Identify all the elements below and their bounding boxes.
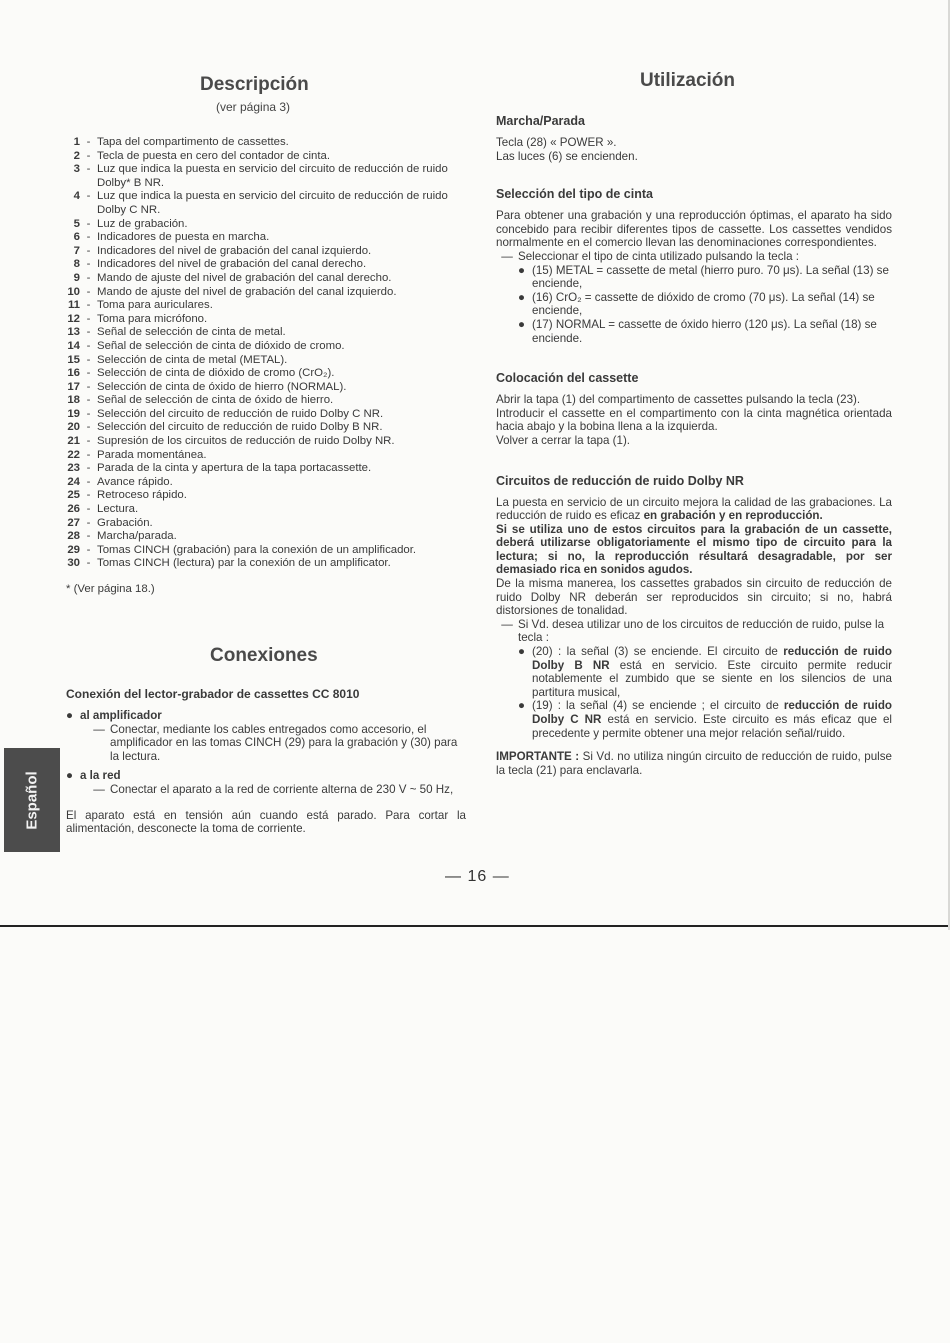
circuitos-heading: Circuitos de reducción de ruido Dolby NR bbox=[496, 473, 744, 488]
part-item bbox=[66, 381, 466, 395]
part-dash: - bbox=[86, 271, 91, 284]
page-bottom-rule bbox=[0, 925, 950, 927]
circuitos-bullet-2 bbox=[532, 699, 892, 740]
part-item bbox=[66, 503, 466, 517]
importante-label: IMPORTANTE : bbox=[496, 750, 580, 764]
conexiones-title: Conexiones bbox=[210, 645, 318, 666]
part-text: Supresión de los circuitos de reducción de ruido Dolby NR. bbox=[97, 435, 395, 448]
part-dash: - bbox=[86, 285, 91, 298]
part-item bbox=[66, 190, 466, 217]
utilizacion-title: Utilización bbox=[640, 70, 736, 91]
bullet-icon: ● bbox=[518, 317, 526, 331]
circuitos-b2-rest: está en servicio. Este circuito es más eficaz que el precedente y permite obtener una mejor relación señal/ruido. bbox=[532, 713, 893, 740]
part-text: Tomas CINCH (lectura) par la conexión de un amplificator. bbox=[97, 557, 391, 570]
part-item bbox=[66, 517, 466, 531]
bullet-icon: ● bbox=[66, 709, 74, 722]
part-text: Señal de selección de cinta de metal. bbox=[97, 326, 286, 339]
circuitos-p2: De la misma manerea, los cassettes grabados sin circuito de reducción de ruido Dolby NR deberán ser reproducidos sin circuito; si no, habrá distorsiones de tonalidad. bbox=[496, 577, 892, 618]
part-number: 23 bbox=[67, 462, 80, 475]
conexion-heading: Conexión del lector-grabador de cassettes CC 8010 bbox=[66, 687, 360, 701]
circuitos-dash: Si Vd. desea utilizar uno de los circuitos de reducción de ruido, pulse la tecla : bbox=[518, 617, 885, 645]
part-dash: - bbox=[86, 380, 91, 393]
part-text: Selección de cinta de dióxido de cromo (CrO₂). bbox=[97, 367, 335, 380]
tension-paragraph: El aparato está en tensión aún cuando está parado. Para cortar la alimentación, desconecte la toma de corriente. bbox=[66, 808, 466, 836]
parts-list bbox=[66, 136, 466, 571]
part-item bbox=[66, 530, 466, 544]
part-text: Selección del circuito de reducción de ruido Dolby B NR. bbox=[97, 421, 383, 434]
bullet-icon: ● bbox=[518, 699, 526, 713]
part-item bbox=[66, 544, 466, 558]
circuitos-warning: Si se utiliza uno de estos circuitos para la grabación de un cassette, deberá utilizarse obligatoriamente el mismo tipo de circuito para la lectura; si no, la reproducción résultará desagradable, por ser demasiado rica en sonidos agudos. bbox=[496, 522, 892, 577]
part-item bbox=[66, 354, 466, 368]
part-number: 6 bbox=[73, 231, 80, 244]
part-item bbox=[66, 286, 466, 300]
part-text: Indicadores de puesta en marcha. bbox=[97, 231, 270, 244]
part-text: Luz que indica la puesta en servicio del circuito de reducción de ruido Dolby* B NR. bbox=[97, 163, 448, 189]
part-item bbox=[66, 435, 466, 449]
part-number: 21 bbox=[67, 435, 80, 448]
part-number: 15 bbox=[67, 353, 80, 366]
bullet-icon: ● bbox=[518, 263, 526, 277]
part-item bbox=[66, 218, 466, 232]
part-item bbox=[66, 462, 466, 476]
part-number: 29 bbox=[67, 543, 80, 556]
seleccion-bullet-1: (15) METAL = cassette de metal (hierro puro. 70 μs). La señal (13) se enciende, bbox=[532, 263, 889, 291]
circuitos-p1-text: La puesta en servicio de un circuito mejora la calidad de las grabaciones. La reducción de ruido es eficaz bbox=[496, 495, 892, 523]
part-text: Luz que indica la puesta en servicio del circuito de reducción de ruido Dolby C NR. bbox=[97, 190, 448, 216]
part-dash: - bbox=[86, 339, 91, 352]
part-text: Indicadores del nivel de grabación del canal derecho. bbox=[97, 258, 367, 271]
part-text: Parada de la cinta y apertura de la tapa portacassette. bbox=[97, 462, 372, 475]
part-text: Grabación. bbox=[97, 516, 153, 529]
part-item bbox=[66, 340, 466, 354]
part-dash: - bbox=[86, 217, 91, 230]
part-number: 9 bbox=[73, 271, 80, 284]
colocacion-p1: Abrir la tapa (1) del compartimento de cassettes pulsando la tecla (23). bbox=[496, 393, 861, 407]
part-number: 19 bbox=[67, 407, 80, 420]
part-number: 18 bbox=[67, 394, 80, 407]
part-item bbox=[66, 150, 466, 164]
part-number: 12 bbox=[67, 312, 80, 325]
part-text: Toma para auriculares. bbox=[97, 299, 213, 312]
part-item bbox=[66, 449, 466, 463]
seleccion-paragraph: Para obtener una grabación y una reproducción óptimas, el aparato ha sido concebido para recibir diferentes tipos de cassette. Los cassettes vendidos normalmente en el comercio llevan las denominaciones correspondientes. bbox=[496, 209, 892, 250]
circuitos-bullet-1 bbox=[532, 645, 892, 699]
part-item bbox=[66, 313, 466, 327]
part-dash: - bbox=[86, 394, 91, 407]
part-text: Tecla de puesta en cero del contador de cinta. bbox=[97, 149, 331, 162]
circuitos-b1-text: (20) : la señal (3) se enciende. El circuito de bbox=[532, 645, 778, 659]
part-text: Avance rápido. bbox=[97, 475, 173, 488]
part-item bbox=[66, 245, 466, 259]
part-number: 5 bbox=[73, 217, 80, 230]
part-text: Marcha/parada. bbox=[97, 530, 177, 543]
seleccion-dash: Seleccionar el tipo de cinta utilizado pulsando la tecla : bbox=[518, 249, 800, 263]
part-dash: - bbox=[86, 136, 91, 148]
part-dash: - bbox=[86, 421, 91, 434]
part-item bbox=[66, 231, 466, 245]
part-number: 26 bbox=[67, 503, 80, 516]
seleccion-bullet-3: (17) NORMAL = cassette de óxido hierro (120 μs). La señal (18) se enciende. bbox=[532, 317, 877, 345]
part-dash: - bbox=[86, 435, 91, 448]
part-item bbox=[66, 408, 466, 422]
part-text: Señal de selección de cinta de dióxido de cromo. bbox=[97, 339, 345, 352]
part-dash: - bbox=[86, 503, 91, 516]
marcha-line-1: Tecla (28) « POWER ». bbox=[496, 136, 617, 149]
part-item bbox=[66, 394, 466, 408]
part-number: 1 bbox=[73, 136, 80, 148]
part-dash: - bbox=[86, 231, 91, 244]
importante-text: Si Vd. no utiliza ningún circuito de reducción de ruido, pulse la tecla (21) para enclavarla. bbox=[496, 750, 892, 777]
amp-text: Conectar, mediante los cables entregados como accesorio, el amplificador en las tomas CINCH (29) para la grabación y (30) para la lectura. bbox=[110, 722, 458, 763]
circuitos-b1-rest: está en servicio. Este circuito permite reducir notablemente el zumbido que se siente en los silencios de una partitura musical, bbox=[532, 658, 892, 699]
part-dash: - bbox=[86, 326, 91, 339]
part-item bbox=[66, 163, 466, 190]
part-dash: - bbox=[86, 462, 91, 475]
part-text: Selección del circuito de reducción de ruido Dolby C NR. bbox=[97, 407, 384, 420]
circuitos-b1-bold: reducción de ruido Dolby B NR bbox=[532, 645, 892, 672]
part-number: 22 bbox=[67, 448, 80, 461]
right-column: Utilización Marcha/Parada Tecla (28) « POWER ». Las luces (6) se encienden. Selección del tipo de cinta Para obtener una grabación y una reproducción óptimas, el aparato ha sido concebido para recibir diferentes tipos de cassette. Los cassettes vendidos normalmente en el comercio llevan las denominaciones correspondientes. — Seleccionar el tipo de cinta utilizado pulsando la tecla : ● (15) METAL = cassette de metal (hierro puro. 70 μs). La señal (13) se enciende, ● (16) CrO₂ = cassette de dióxido de cromo (70 μs). La señal (14) se enciende, ● (17) NORMAL = cassette de óxido hierro (120 μs). La señal (18) se enciende. Colocación del cassette Abrir la tapa (1) del compartimento de cassettes pulsando la tecla (23). Introducir el cassette en el compartimento con la cinta magnética orientada hacia abajo y la bobina llena a la izquierda. Volver a cerrar la tapa (1). Circuitos de reducción de ruido Dolby NR La puesta en servicio de un circuito mejora la calidad de las grabaciones. La reducción de ruido es eficaz en grabación y en reproducción. Si se utiliza uno de estos circuitos para la grabación de un cassette, deberá utilizarse obligatoriamente el mismo tipo de circuito para la lectura; si no, la reproducción résultará desagradable, por ser demasiado rica en sonidos agudos. De la misma manerea, los cassettes grabados sin circuito de reducción de ruido Dolby NR deberán ser reproducidos sin circuito; si no, habrá distorsiones de tonalidad. — Si Vd. desea utilizar uno de los circuitos de reducción de ruido, pulse la tecla : ● (20) : la señal (3) se enciende. El circuito de reducción de ruido Dolby B NR está en servicio. Este circuito permite reducir notablemente el zumbido que se siente en los silencios de una partitura musical, ● (19) : la señal (4) se enciende ; el circuito de reducción de ruido Dolby C NR está en servicio. Este circuito es más eficaz que el precedente y permite obtener una mejor relación señal/ruido. IMPORTANTE : Si Vd. no utiliza ningún circuito de reducción de ruido, pulse la tecla (21) para enclavarla. bbox=[496, 70, 893, 777]
part-text: Parada momentánea. bbox=[97, 448, 207, 461]
language-side-tab bbox=[4, 748, 60, 852]
red-section: ● a la red — Conectar el aparato a la red de corriente alterna de 230 V ~ 50 Hz, bbox=[66, 769, 466, 796]
marcha-heading: Marcha/Parada bbox=[496, 114, 585, 128]
part-text: Retroceso rápido. bbox=[97, 489, 187, 502]
part-number: 8 bbox=[73, 258, 80, 271]
part-dash: - bbox=[86, 530, 91, 543]
bullet-icon: ● bbox=[66, 769, 74, 783]
part-text: Señal de selección de cinta de óxido de hierro. bbox=[97, 394, 334, 407]
amp-label: al amplificador bbox=[80, 709, 162, 722]
part-dash: - bbox=[86, 475, 91, 488]
part-number: 27 bbox=[67, 516, 80, 529]
part-item bbox=[66, 557, 466, 571]
part-item bbox=[66, 421, 466, 435]
part-item bbox=[66, 367, 466, 381]
part-text: Selección de cinta de óxido de hierro (NORMAL). bbox=[97, 380, 347, 393]
bullet-icon: ● bbox=[518, 645, 526, 659]
seleccion-heading: Selección del tipo de cinta bbox=[496, 187, 653, 202]
part-text: Tapa del compartimento de cassettes. bbox=[97, 136, 289, 148]
part-text: Lectura. bbox=[97, 503, 139, 516]
part-number: 30 bbox=[67, 557, 80, 570]
part-item bbox=[66, 272, 466, 286]
part-number: 13 bbox=[67, 326, 80, 339]
part-text: Tomas CINCH (grabación) para la conexión de un amplificador. bbox=[97, 543, 417, 556]
circuitos-b2-text: (19) : la señal (4) se enciende ; el circuito de bbox=[532, 699, 779, 713]
part-dash: - bbox=[86, 516, 91, 529]
circuitos-p1-bold: en grabación y en reproducción. bbox=[643, 509, 823, 523]
part-dash: - bbox=[86, 149, 91, 162]
circuitos-p1 bbox=[496, 496, 892, 523]
marcha-line-2: Las luces (6) se encienden. bbox=[496, 149, 638, 163]
part-dash: - bbox=[86, 258, 91, 271]
part-number: 10 bbox=[67, 285, 80, 298]
part-number: 24 bbox=[67, 475, 80, 488]
part-dash: - bbox=[86, 244, 91, 257]
part-item bbox=[66, 489, 466, 503]
part-dash: - bbox=[86, 448, 91, 461]
part-dash: - bbox=[86, 299, 91, 312]
part-number: 11 bbox=[67, 299, 80, 312]
side-tab-label: Español bbox=[23, 770, 41, 830]
part-number: 4 bbox=[73, 190, 80, 203]
colocacion-heading: Colocación del cassette bbox=[496, 371, 639, 386]
part-dash: - bbox=[86, 543, 91, 556]
part-number: 7 bbox=[73, 244, 80, 257]
part-dash: - bbox=[86, 353, 91, 366]
part-number: 25 bbox=[67, 489, 80, 502]
part-dash: - bbox=[86, 367, 91, 380]
part-number: 17 bbox=[67, 380, 80, 393]
seleccion-bullet-2: (16) CrO₂ = cassette de dióxido de cromo (70 μs). La señal (14) se enciende, bbox=[532, 290, 875, 318]
part-item bbox=[66, 326, 466, 340]
red-text: Conectar el aparato a la red de corriente alterna de 230 V ~ 50 Hz, bbox=[110, 782, 454, 796]
red-label: a la red bbox=[80, 769, 121, 783]
descripcion-subtitle: (ver página 3) bbox=[216, 100, 291, 114]
amp-section: ● al amplificador — Conectar, mediante los cables entregados como accesorio, el amplificador en las tomas CINCH (29) para la grabación y (30) para la lectura. bbox=[66, 709, 466, 763]
part-text: Toma para micrófono. bbox=[97, 312, 208, 325]
part-number: 14 bbox=[67, 339, 80, 352]
part-item bbox=[66, 136, 466, 150]
importante-paragraph bbox=[496, 750, 892, 777]
part-number: 16 bbox=[67, 367, 80, 380]
footnote: * (Ver página 18.) bbox=[66, 583, 155, 595]
part-item bbox=[66, 299, 466, 313]
page-number: — 16 — bbox=[445, 868, 510, 885]
descripcion-title: Descripción bbox=[200, 74, 309, 95]
bullet-icon: ● bbox=[518, 290, 526, 304]
part-number: 20 bbox=[67, 421, 80, 434]
part-text: Luz de grabación. bbox=[97, 217, 188, 230]
circuitos-b2-bold: reducción de ruido Dolby C NR bbox=[532, 699, 892, 726]
part-dash: - bbox=[86, 557, 91, 570]
part-text: Mando de ajuste del nivel de grabación del canal derecho. bbox=[97, 271, 392, 284]
part-number: 2 bbox=[73, 149, 80, 162]
left-column bbox=[66, 74, 466, 836]
part-number: 28 bbox=[67, 530, 80, 543]
part-text: Indicadores del nivel de grabación del canal izquierdo. bbox=[97, 244, 372, 257]
part-dash: - bbox=[86, 407, 91, 420]
part-item bbox=[66, 258, 466, 272]
part-text: Selección de cinta de metal (METAL). bbox=[97, 353, 288, 366]
part-dash: - bbox=[86, 312, 91, 325]
part-dash: - bbox=[86, 163, 91, 176]
part-text: Mando de ajuste del nivel de grabación del canal izquierdo. bbox=[97, 285, 397, 298]
part-dash: - bbox=[86, 489, 91, 502]
colocacion-p3: Volver a cerrar la tapa (1). bbox=[496, 433, 631, 447]
part-number: 3 bbox=[73, 163, 80, 176]
colocacion-p2: Introducir el cassette en el compartimento con la cinta magnética orientada hacia abajo y la bobina llena a la izquierda. bbox=[496, 406, 892, 434]
part-item bbox=[66, 476, 466, 490]
part-dash: - bbox=[86, 190, 91, 203]
